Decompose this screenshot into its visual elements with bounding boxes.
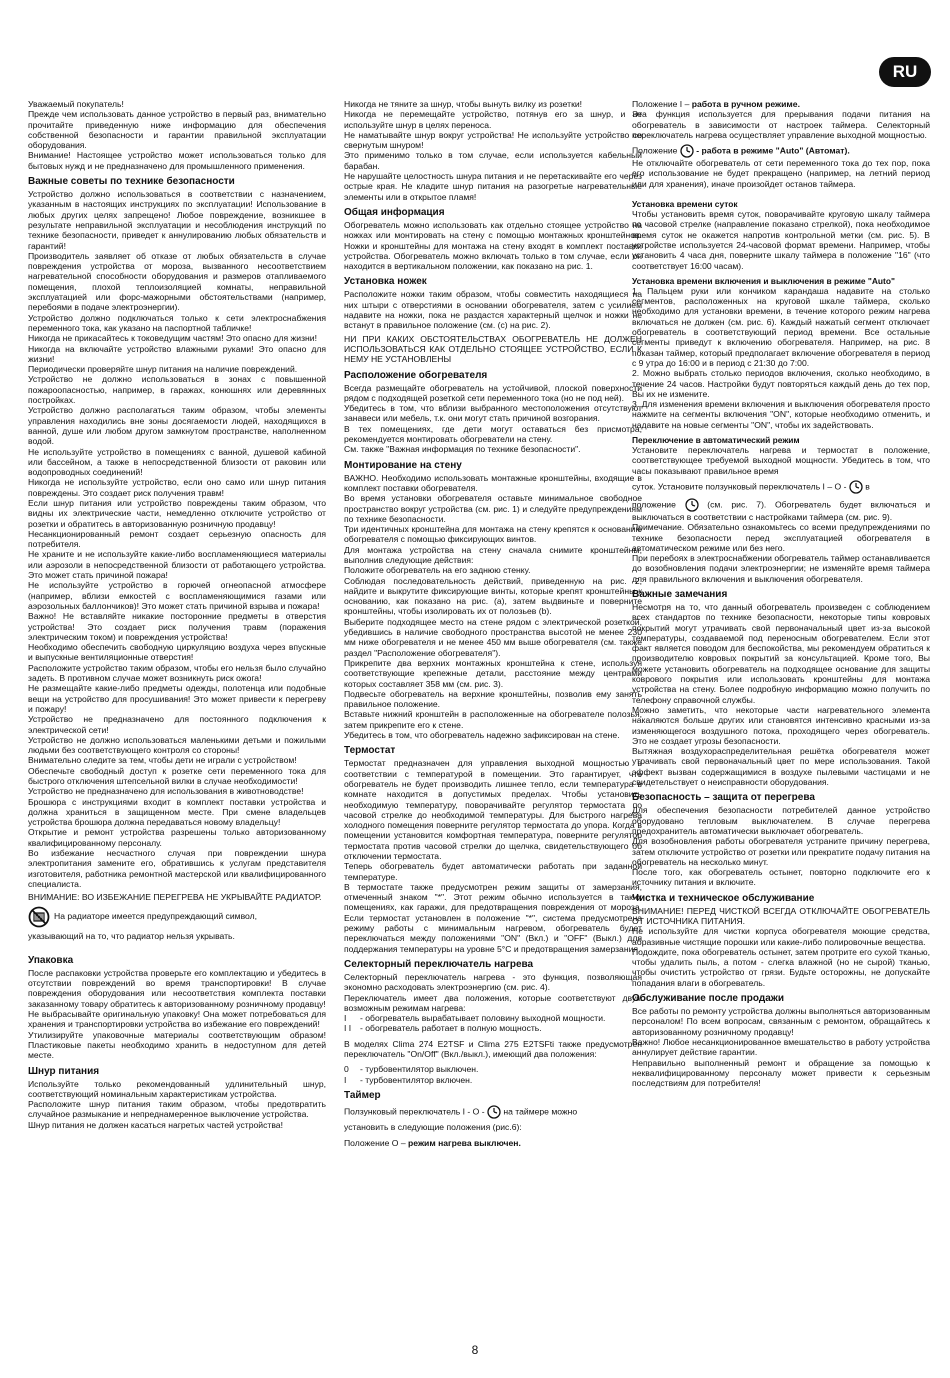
paragraph: Брошюра с инструкциями входит в комплект поставки устройства и должна храниться в защищенном месте. При смене владельцев устройства брошюра должна передаваться новому владельцу! bbox=[28, 796, 326, 828]
paragraph: Не отключайте обогреватель от сети переменного тока до тех пор, пока его использование не будет прекращено (например, на летний период или для хранения), иначе произойдет останов таймера. bbox=[632, 158, 930, 189]
position-label: Положение I – bbox=[632, 99, 692, 109]
list-item bbox=[344, 1064, 642, 1074]
section-title-cleaning: Чистка и техническое обслуживание bbox=[632, 892, 815, 904]
symbol-text-cont: указывающий на то, что радиатор нельзя укрывать. bbox=[28, 930, 235, 941]
paragraph: Не храните и не используйте какие-либо воспламеняющиеся материалы или аэрозоли в непосредственной близости от работающего устройства. Это может стать причиной пожара! bbox=[28, 549, 326, 581]
intro-section bbox=[28, 99, 326, 171]
timer-position-mode: режим нагрева выключен. bbox=[408, 1138, 521, 1149]
paragraph: Не используйте устройство в горючей огнеопасной атмосфере (например, вблизи емкостей с воспламеняющимися газами или аэрозольных баллончиков)! Это может стать причиной взрыва и пожара! bbox=[28, 580, 326, 611]
wall-section bbox=[344, 473, 642, 741]
paragraph: Это применимо только в том случае, если используется кабельный барабан. bbox=[344, 150, 642, 171]
paragraph: В моделях Clima 274 E2TSF и Clima 275 E2TSFti также предусмотрен переключатель "On/Off" (Вкл./выкл.), имеющий два положения: bbox=[344, 1038, 642, 1060]
overheat-section bbox=[632, 805, 930, 887]
clock-icon bbox=[487, 1105, 501, 1119]
list-item bbox=[344, 1075, 642, 1085]
paragraph: После того, как обогреватель остынет, повторно подключите его к источнику питания и включите. bbox=[632, 867, 930, 888]
autoswitch-line bbox=[632, 480, 930, 494]
section-title-safety: Важные советы по технике безопасности bbox=[28, 176, 235, 188]
list-item bbox=[344, 1023, 642, 1033]
timer-text: на таймере можно bbox=[503, 1106, 578, 1117]
page-number: 8 bbox=[471, 1343, 479, 1357]
paragraph: Примечание. Обязательно ознакомьтесь со всеми предупреждениями по технике безопасности перед эксплуатацией обогревателя в автоматическом режиме или без него. bbox=[632, 522, 930, 553]
paragraph: Во время установки обогревателя оставьте минимальное свободное пространство вокруг устройства (см. рис. 1) и следуйте предупреждениям по технике безопасности. bbox=[344, 493, 642, 524]
paragraph: Обеспечьте свободный доступ к розетке сети переменного тока для быстрого отключения штепсельной вилки в случае необходимости! bbox=[28, 765, 326, 786]
paragraph: Открытие и ремонт устройства разрешены только авторизованному квалифицированному персоналу. bbox=[28, 827, 326, 848]
paragraph: Не используйте устройство в помещениях с ванной, душевой кабиной или бассейном, а также в непосредственной близости от раковин или водопроводных соединений! bbox=[28, 446, 326, 478]
paragraph: Расположите ножки таким образом, чтобы совместить находящиеся на них штыри с отверстиями в основании обогревателя, затем с усилием надавите на ножки, пока не раздастся характерный щелчок и ножки не встанут в правильное положение (см. (c) на рис. 2). bbox=[344, 289, 642, 331]
position-value: - обогреватель работает в полную мощность. bbox=[360, 1023, 542, 1034]
caps-warning-feet: НИ ПРИ КАКИХ ОБСТОЯТЕЛЬСТВАХ ОБОГРЕВАТЕЛЬ НЕ ДОЛЖЕН ИСПОЛЬЗОВАТЬСЯ КАК ОТДЕЛЬНО СТОЯЩЕЕ УСТРОЙСТВО, ЕСЛИ К НЕМУ НЕ УСТАНОВЛЕНЫ bbox=[344, 333, 642, 365]
paragraph: Для монтажа устройства на стену сначала снимите кронштейны, выполнив следующие действия: bbox=[344, 544, 642, 565]
notes-section bbox=[632, 602, 930, 787]
paragraph: Не используйте для чистки корпуса обогревателя моющие средства, абразивные чистящие порошки или какие-либо полировочные вещества. bbox=[632, 926, 930, 947]
position-value: - турбовентилятор включен. bbox=[360, 1074, 473, 1085]
paragraph: Соблюдая последовательность действий, приведенную на рис. 2, найдите и выкрутите фиксирующие винты, которые крепят кронштейны к основанию, как показано на рис. (a), затем выдвиньте и поверните кронштейны, чтобы изолировать их от полозьев (b). bbox=[344, 575, 642, 617]
section-title-general: Общая информация bbox=[344, 206, 445, 218]
section-title-timer: Таймер bbox=[344, 1089, 381, 1101]
paragraph: Во избежание несчастного случая при повреждении шнура электропитания замените его, обратившись к услугам представителя изготовителя, работника ремонтной мастерской или квалифицированного специалиста. bbox=[28, 848, 326, 889]
position-key: I bbox=[344, 1013, 347, 1024]
caps-warning-cleaning: ВНИМАНИЕ! ПЕРЕД ЧИСТКОЙ ВСЕГДА ОТКЛЮЧАЙТЕ ОБОГРЕВАТЕЛЬ ОТ ИСТОЧНИКА ПИТАНИЯ. bbox=[632, 905, 930, 926]
clock-icon bbox=[680, 144, 694, 158]
paragraph: 1. Пальцем руки или кончиком карандаша надавите на столько сегментов, расположенных на круговой шкале таймера, сколько необходимо для установки времени, в течение которого режим нагрева включаться не должен (см. рис. 6). Каждый нажатый сегмент отключает обогреватель в соответствующий период времени. Все остальные сегменты приведут к включению обогревателя. Например, на рис. 8 показан таймер, который предполагает включение обогревателя в период с 9 утра до 16:00 и в период с 21:30 до 7:00. bbox=[632, 285, 930, 368]
cleaning-section bbox=[632, 906, 930, 988]
symbol-text: На радиаторе имеется предупреждающий символ, bbox=[54, 911, 258, 922]
paragraph: См. также "Важная информация по технике безопасности". bbox=[344, 444, 581, 455]
paragraph: Уважаемый покупатель! bbox=[28, 99, 124, 109]
position-value: - обогреватель вырабатывает половину выходной мощности. bbox=[360, 1013, 606, 1024]
paragraph: Можно заметить, что некоторые части нагревательного элемента накаляются больше других или становятся интенсивно красными из-за изменяющегося воздушного потока, проходящего через обогреватель. Это не создает угрозы безопасности. bbox=[632, 704, 930, 746]
paragraph: Производитель заявляет об отказе от любых обязательств в случае повреждения устройства от мороза, вызванного несоответствием нагревательной способности оборудования и размеров отапливаемого помещения, плохой теплоизоляцией комнаты, неправильной эксплуатацией или форс-мажорными обстоятельствами (например, перебоями в подаче электроэнергии). bbox=[28, 250, 326, 313]
paragraph: Никогда на включайте устройство влажными руками! Это опасно для жизни! bbox=[28, 343, 326, 364]
auto-mode-heading bbox=[632, 144, 930, 158]
location-section bbox=[344, 383, 642, 455]
paragraph: Устройство не должно использоваться в зонах с повышенной пожароопасностью, например, в гаражах, конюшнях или деревянных постройках. bbox=[28, 374, 326, 406]
position-key: I bbox=[344, 1074, 347, 1085]
paragraph: ВАЖНО. Необходимо использовать монтажные кронштейны, входящие в комплект поставки обогревателя. bbox=[344, 472, 642, 493]
paragraph: Термостат предназначен для управления выходной мощностью в соответствии с температурой в помещении. Это гарантирует, что обогреватель не будет производить лишнее тепло, если температура в комнате находится в допустимых пределах. Чтобы установить необходимую температуру, поворачивайте регулятор термостата по часовой стрелке до необходимой температуры. Для быстрого нагрева холодного помещения поверните регулятор термостата до упора. Когда в помещении установится комфортная температура, поверните регулятор термостата против часовой стрелки до щелчка, свидетельствующего об отключении термостата. bbox=[344, 758, 642, 861]
manual-mode-heading bbox=[632, 99, 930, 109]
packing-section bbox=[28, 968, 326, 1061]
position-mode: - работа в режиме "Auto" (Автомат). bbox=[696, 145, 850, 156]
section-title-overheat: Безопасность – защита от перегрева bbox=[632, 792, 815, 804]
paragraph: В тех помещениях, где дети могут оставаться без присмотра, рекомендуется монтировать обогреватели на стену. bbox=[344, 423, 642, 445]
clock-icon bbox=[849, 480, 863, 494]
paragraph: Три идентичных кронштейна для монтажа на стену крепятся к основанию обогревателя с помощью фиксирующих винтов. bbox=[344, 524, 642, 545]
paragraph: Необходимо обеспечить свободную циркуляцию воздуха через впускные и выпускные вентиляционные отверстия! bbox=[28, 642, 326, 663]
thermostat-section bbox=[344, 758, 642, 954]
paragraph: Подождите, пока обогреватель остынет, затем протрите его сухой тканью, чтобы удалить пыль, а потом - слегка влажной (но не сырой) тканью, чтобы очистить устройство от грязи. Будьте осторожны, не допускайте попадания влаги в обогреватель. bbox=[632, 946, 930, 988]
paragraph: 2. Можно выбрать столько периодов включения, сколько необходимо, в течение 24 часов. Настройки будут повторяться каждый день до тех пор, Вы их не измените. bbox=[632, 368, 930, 399]
paragraph: В термостате также предусмотрен режим защиты от замерзания, отмеченный знаком "*". Этот режим обычно используется в таких помещениях, как гаражи, для предотвращения повреждения от мороза. Если термостат установлен в положение "*", система предусмотрена режиму работы с минимальным нагревом, обогреватель будет переключаться между положениями "ON" (Вкл.) и "OFF" (Выкл.) для поддержания температуры на уровне 5°C и предотвращения замерзания. bbox=[344, 881, 642, 954]
clock-icon bbox=[685, 498, 699, 512]
autoswitch-text: положение bbox=[632, 499, 676, 510]
position-key: 0 bbox=[344, 1064, 349, 1075]
autoswitch-line bbox=[632, 498, 930, 522]
onoff-section bbox=[632, 286, 930, 430]
timer-position-off bbox=[344, 1138, 642, 1148]
paragraph: Обогреватель можно использовать как отдельно стоящее устройство на ножках или монтировать на стену с помощью монтажных кронштейнов. Ножки и кронштейны для монтажа на стену входят в комплект поставки устройства. Обогреватель можно включать только в том случае, если он находится в вертикальном положении, как показано на рис. 1. bbox=[344, 219, 642, 272]
paragraph: Важно! Любое несанкционированное вмешательство в работу устройства аннулирует действие гарантии. bbox=[632, 1036, 930, 1058]
paragraph: Несанкционированный ремонт создает серьезную опасность для потребителя. bbox=[28, 528, 326, 550]
section-title-autoswitch: Переключение в автоматический режим bbox=[632, 435, 800, 446]
paragraph: Расположите шнур питания таким образом, чтобы предотвратить случайное размыкание и непреднамеренное выключение устройства. bbox=[28, 1099, 326, 1120]
paragraph: Убедитесь в том, что обогреватель надежно зафиксирован на стене. bbox=[344, 730, 620, 741]
paragraph: Селекторный переключатель нагрева - это функция, позволяющая экономно расходовать электроэнергию (см. рис. 4). bbox=[344, 971, 642, 993]
paragraph: Шнур питания не должен касаться нагретых частей устройства! bbox=[28, 1119, 283, 1130]
section-title-service: Обслуживание после продажи bbox=[632, 993, 785, 1005]
timer-position-label: Положение O – bbox=[344, 1138, 409, 1149]
position-value: - турбовентилятор выключен. bbox=[360, 1064, 479, 1075]
paragraph: Все работы по ремонту устройства должны выполняться авторизованным персоналом! По всем вопросам, связанным с ремонтом, обращайтесь к авторизованному розничному продавцу! bbox=[632, 1006, 930, 1037]
paragraph: Установите переключатель нагрева и термостат в положение, соответствующее требуемой выходной мощности. Убедитесь в том, что часы показывают правильное время bbox=[632, 445, 930, 476]
section-title-daytime: Установка времени суток bbox=[632, 199, 738, 210]
column-3 bbox=[632, 99, 930, 1088]
paragraph: Прикрепите два верхних монтажных кронштейна к стене, используя соответствующие крепежные детали, расстояние между центрами которых составляет 358 мм (см. рис. 3). bbox=[344, 657, 642, 689]
paragraph: Не наматывайте шнур вокруг устройства! Не используйте устройство со свернутым шнуром! bbox=[344, 129, 642, 151]
timer-line bbox=[344, 1105, 642, 1119]
paragraph: Утилизируйте упаковочные материалы соответствующим образом! Пластиковые пакеты необходимо хранить в недоступном для детей месте. bbox=[28, 1029, 326, 1061]
paragraph: Никогда не тяните за шнур, чтобы вынуть вилку из розетки! bbox=[344, 99, 583, 109]
paragraph: Теперь обогреватель будет автоматически работать при заданной температуре. bbox=[344, 861, 642, 882]
autoswitch-section bbox=[632, 445, 930, 584]
paragraph: Всегда размещайте обогреватель на устойчивой, плоской поверхности рядом с подходящей розеткой сети переменного тока (но не под ней). bbox=[344, 382, 642, 403]
list-item bbox=[344, 1013, 642, 1023]
paragraph: 3. Для изменения времени включения и выключения обогревателя просто нажмите на сегменты включения "ON", которые необходимо отменить, и надавите на новые сегменты "ON", чтобы их задействовать. bbox=[632, 399, 930, 430]
paragraph: Чтобы установить время суток, поворачивайте круговую шкалу таймера по часовой стрелке (направление показано стрелкой), пока необходимое время суток не окажется напротив контрольной метки (см. рис. 5). В устройстве используется 24-часовой формат времени. Например, чтобы установить 4 часа дня, поверните шкалу таймера в положение "16" (что соответствует 16:00 часам). bbox=[632, 209, 930, 271]
paragraph: Вытяжная воздухораспределительная решётка обогревателя может утрачивать свой первоначальный цвет по мере использования. Такой эффект вызван содержащимися в воздухе пылевыми частицами и не свидетельствует о неисправности оборудования. bbox=[632, 746, 930, 788]
no-cover-warning-icon bbox=[28, 906, 50, 928]
paragraph: Внимание! Настоящее устройство может использоваться только для бытовых нужд и не предназначено для промышленного применения. bbox=[28, 150, 326, 171]
warning-symbol-row bbox=[28, 906, 326, 928]
section-title-wall: Монтирование на стену bbox=[344, 459, 462, 471]
selector-section bbox=[344, 972, 642, 1085]
section-title-feet: Установка ножек bbox=[344, 276, 427, 288]
paragraph: Если шнур питания или устройство повреждены таким образом, что видны их электрические части, немедленно отключите устройство от розетки и обратитесь в авторизованную розничную продавцу! bbox=[28, 497, 326, 529]
paragraph: Положите обогреватель на его заднюю стенку. bbox=[344, 565, 531, 576]
column-1 bbox=[28, 99, 326, 1130]
timer-section bbox=[344, 1105, 642, 1149]
paragraph: После распаковки устройства проверьте его комплектацию и убедитесь в отсутствии повреждений во время транспортировки! В случае повреждения оборудования или несоответствия комплекта поставки заказанному товару обратитесь к авторизованному розничному продавцу! bbox=[28, 967, 326, 1009]
timer-text: Ползунковый переключатель I - O - bbox=[344, 1106, 485, 1117]
section-title-thermostat: Термостат bbox=[344, 745, 396, 757]
safety-section bbox=[28, 189, 326, 889]
paragraph: Внимательно следите за тем, чтобы дети не играли с устройством! bbox=[28, 755, 297, 766]
cord-continued-section bbox=[344, 99, 642, 202]
paragraph: Для обеспечения безопасности потребителей данное устройство оборудовано тепловым выключателем. В случае перегрева предохранитель автоматически выключает обогреватель. bbox=[632, 805, 930, 836]
caps-warning: ВНИМАНИЕ: ВО ИЗБЕЖАНИЕ ПЕРЕГРЕВА НЕ УКРЫВАЙТЕ РАДИАТОР. bbox=[28, 892, 322, 903]
paragraph: Неправильно выполненный ремонт и обращение за помощью к неквалифицированному персоналу может привести к серьезным последствиям для потребителя! bbox=[632, 1057, 930, 1089]
paragraph: Никогда не прикасайтесь к токоведущим частям! Это опасно для жизни! bbox=[28, 333, 317, 344]
section-title-onoff: Установка времени включения и выключения в режиме "Auto" bbox=[632, 275, 895, 286]
paragraph: Устройство не предназначено для постоянного подключения к электрической сети! bbox=[28, 714, 326, 735]
paragraph: Вставьте нижний кронштейн в расположенные на обогревателе полозья, затем прикрепите его к стене. bbox=[344, 709, 642, 730]
paragraph: Не нарушайте целостность шнура питания и не перетаскивайте его через острые края. Не кладите шнур питания на разогретые нагревательные элементы или в открытое пламя! bbox=[344, 171, 642, 202]
autoswitch-text: в bbox=[865, 481, 870, 492]
paragraph: При перебоях в электроснабжении обогреватель таймер останавливается до возобновления подачи электроэнергии; не изменяйте время таймера для правильного включения и выключения обогревателя. bbox=[632, 553, 930, 584]
paragraph: Устройство должно располагаться таким образом, чтобы элементы управления находились вне зоны досягаемости людей, находящихся в ванной, душе или любом другом замкнутом пространстве, наполненном водой. bbox=[28, 405, 326, 447]
section-title-notes: Важные замечания bbox=[632, 588, 728, 600]
paragraph: Подвесьте обогреватель на верхние кронштейны, позволив ему занять правильное положение. bbox=[344, 688, 642, 710]
paragraph: Расположите устройство таким образом, чтобы его нельзя было случайно задеть. В противном случае может возникнуть риск ожога! bbox=[28, 662, 326, 684]
section-title-packing: Упаковка bbox=[28, 954, 74, 966]
paragraph: Никогда не перемещайте устройство, потянув его за шнур, и не используйте шнур в целях переноса. bbox=[344, 109, 642, 130]
paragraph: Периодически проверяйте шнур питания на наличие повреждений. bbox=[28, 364, 298, 375]
paragraph: Убедитесь в том, что вблизи выбранного местоположения отсутствуют занавеси или мебель, т.к. они могут стать причиной возгорания. bbox=[344, 403, 642, 424]
paragraph: Устройство должно использоваться в соответствии с назначением, указанным в настоящих инструкциях по эксплуатации! Использование в любых других целях запрещено! Любое повреждение, возникшее в результате неправильной эксплуатации и несоблюдения инструкций по технике безопасности, приведет к аннулированию любых обязательств и гарантий! bbox=[28, 189, 326, 251]
paragraph: Для возобновления работы обогревателя устраните причину перегрева, затем отключите устройство от розетки или прекратите подачу питания на обогреватель на несколько минут. bbox=[632, 836, 930, 867]
paragraph: Устройство должно подключаться только к сети электроснабжения переменного тока, как указано на паспортной табличке! bbox=[28, 312, 326, 333]
section-title-selector: Селекторный переключатель нагрева bbox=[344, 958, 534, 970]
paragraph: Используйте только рекомендованный удлинительный шнур, соответствующий номинальным характеристикам устройства. bbox=[28, 1078, 326, 1099]
position-label: Положение bbox=[632, 145, 678, 156]
column-2 bbox=[344, 99, 642, 1149]
paragraph: Устройство не предназначено для использования в животноводстве! bbox=[28, 786, 304, 797]
position-key: I I bbox=[344, 1023, 352, 1034]
autoswitch-text: (см. рис. 7). Обогреватель будет включаться и выключаться в соответствии с настройками таймера (см. рис. 9). bbox=[632, 499, 931, 522]
paragraph: Никогда не используйте устройство, если оно само или шнур питания повреждены. Это создает риск получения травм! bbox=[28, 477, 326, 498]
cord-section bbox=[28, 1079, 326, 1130]
service-section bbox=[632, 1006, 930, 1088]
autoswitch-text: суток. Установите ползунковый переключатель I – O - bbox=[632, 481, 847, 492]
section-title-location: Расположение обогревателя bbox=[344, 369, 488, 381]
timer-text: установить в следующие положения (рис.6): bbox=[344, 1121, 522, 1132]
paragraph: Несмотря на то, что данный обогреватель произведен с соблюдением всех стандартов по технике безопасности, некоторые типы ковровых покрытий могут утрачивать свой первоначальный цвет из-за высокой температуры, создаваемой под переносным обогревателем. Если этот факт является поводом для беспокойства, мы рекомендуем обратиться к производителю ковровых покрытий за консультацией. Кроме того, Вы можете установить обогреватель на подходящее основание для защиты коврового покрытия или использовать кронштейны для монтажа устройства на стену. Более подробную информацию можно получить по телефону справочной службы. bbox=[632, 601, 930, 705]
paragraph: Выберите подходящее место на стене рядом с электрической розеткой, убедившись в наличие свободного пространства высотой не менее 230 мм ниже обогревателя и не менее 450 мм выше обогревателя (см. также раздел "Расположение обогревателя"). bbox=[344, 616, 642, 658]
paragraph: Эта функция используется для прерывания подачи питания на обогреватель в зависимости от настроек таймера. Селекторный переключатель нагрева осуществляет управление выходной мощностью. bbox=[632, 109, 930, 140]
paragraph: Не выбрасывайте оригинальную упаковку! Она может потребоваться для хранения и транспортировки устройства во избежание его повреждений! bbox=[28, 1009, 326, 1030]
paragraph: Не размещайте какие-либо предметы одежды, полотенца или подобные вещи на устройство для просушивания! Это может привести к перегреву и пожару! bbox=[28, 683, 326, 714]
position-mode: работа в ручном режиме. bbox=[691, 99, 800, 109]
paragraph: Устройство не должно использоваться маленькими детьми и пожилыми людьми без соответствующего контроля со стороны! bbox=[28, 734, 326, 756]
paragraph: Важно! Не вставляйте никакие посторонние предметы в отверстия устройства! Это создает риск получения травм (поражения электрическим током) и повреждения устройства! bbox=[28, 611, 326, 642]
section-title-cord: Шнур питания bbox=[28, 1065, 100, 1077]
paragraph: Переключатель имеет два положения, которые соответствуют двум возможным режимам нагрева: bbox=[344, 992, 642, 1013]
paragraph: Прежде чем использовать данное устройство в первый раз, внимательно прочитайте приведенную ниже информацию для обеспечения собственной безопасности и гарантии правильной эксплуатации оборудования. bbox=[28, 109, 326, 151]
language-badge: RU bbox=[879, 57, 931, 87]
